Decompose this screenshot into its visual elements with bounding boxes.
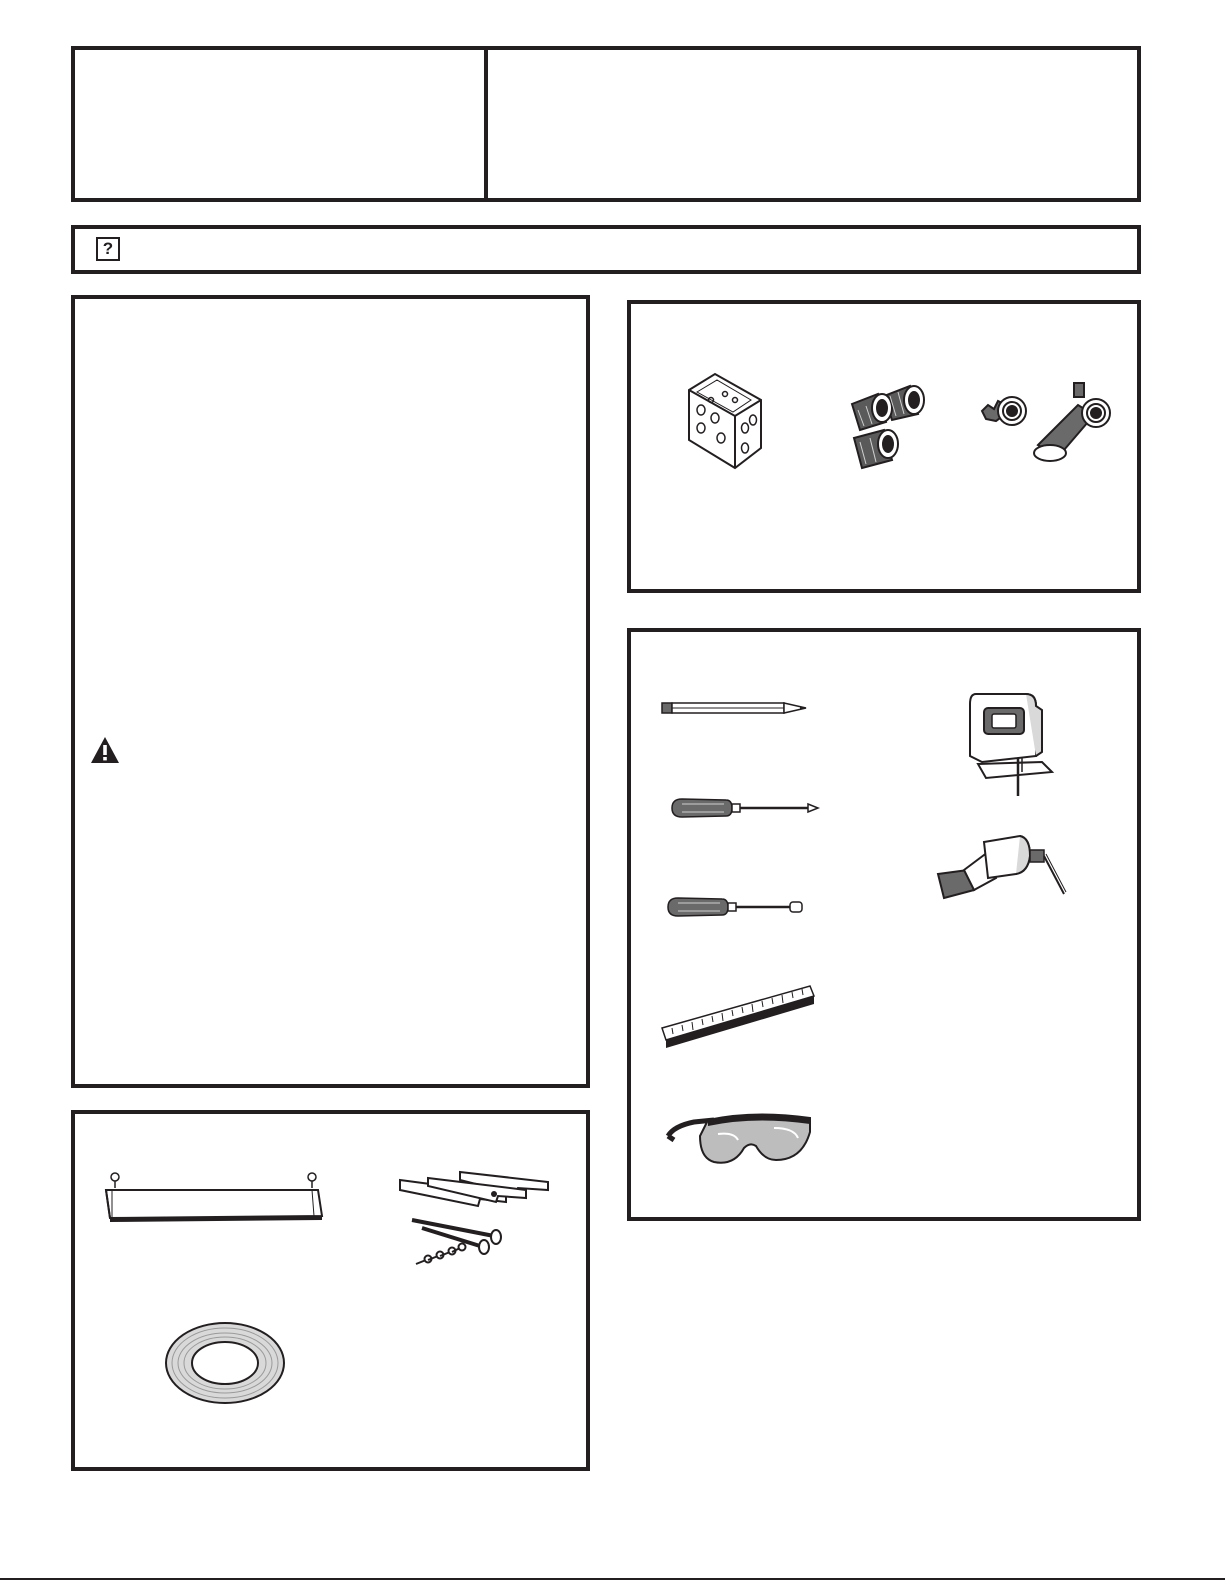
safety-glasses-illustration (664, 1110, 824, 1172)
flat-screwdriver-illustration (666, 895, 810, 919)
jigsaw-illustration (962, 692, 1058, 804)
instructions-box (71, 295, 590, 1088)
brackets-screws-illustration (398, 1168, 558, 1278)
question-box-icon[interactable]: ? (96, 237, 120, 261)
phillips-screwdriver-illustration (670, 796, 822, 820)
footer-rule (0, 1578, 1225, 1580)
trim-strip-illustration (100, 1170, 330, 1230)
header-box (71, 46, 1141, 202)
ruler-illustration (660, 984, 816, 1054)
junction-box-illustration (685, 372, 763, 472)
help-bar (71, 225, 1141, 274)
drill-illustration (934, 834, 1070, 910)
warning-triangle-icon (89, 735, 121, 765)
wire-nuts-illustration (848, 380, 932, 470)
pencil-illustration (660, 700, 810, 716)
parts-included-box (71, 1110, 590, 1471)
header-divider (484, 48, 488, 200)
screw-icon (111, 1173, 119, 1188)
tape-roll-illustration (162, 1318, 288, 1408)
conduit-connectors-illustration (978, 375, 1122, 465)
